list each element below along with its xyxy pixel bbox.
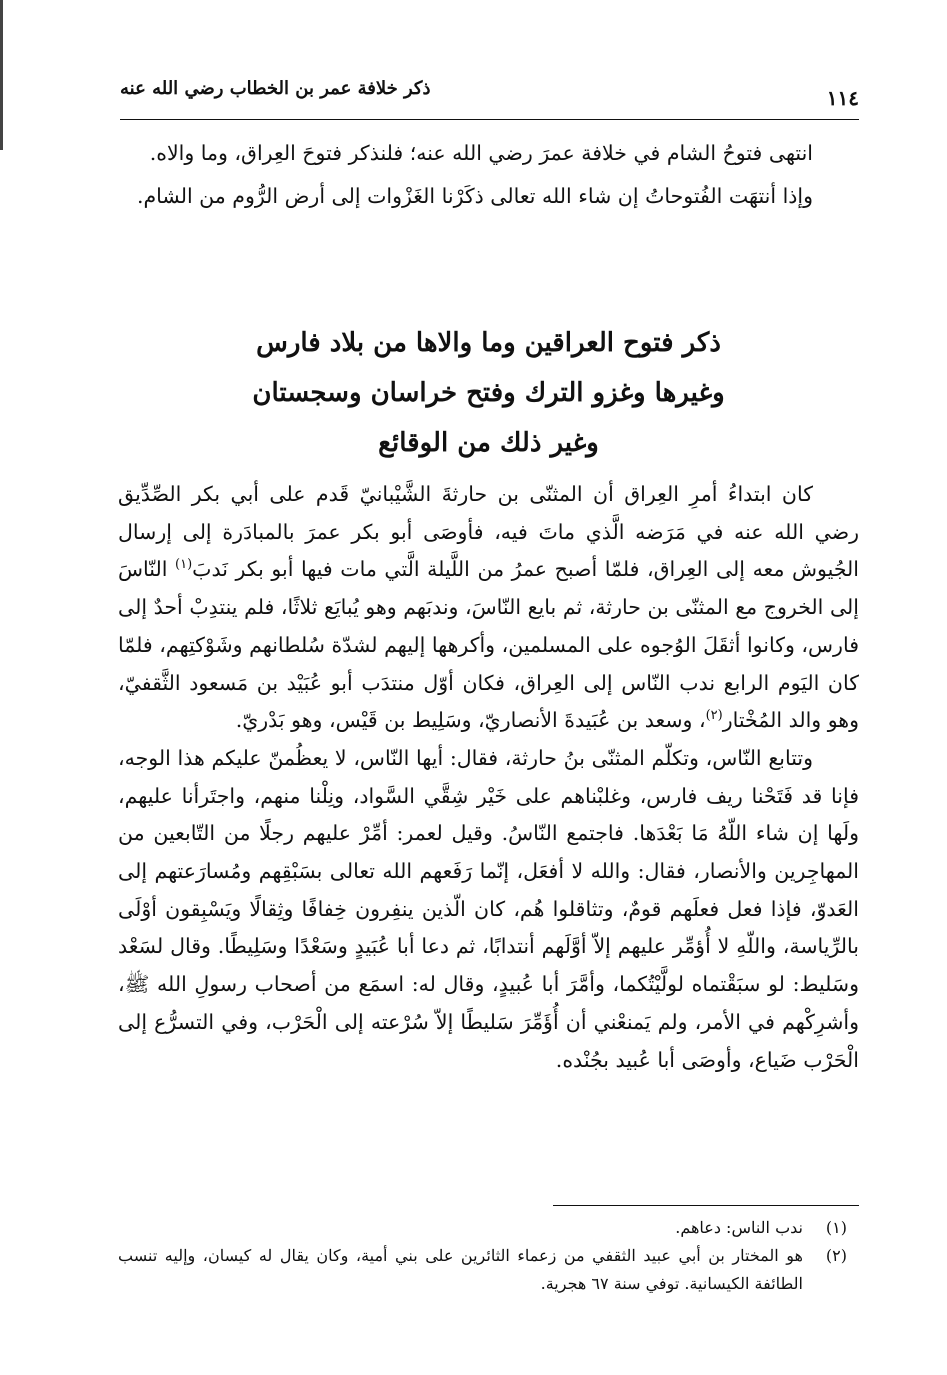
paragraph-text: كان ابتداءُ أمرِ العِراق أن المثنّى بن حارثةَ الشَّيْبانيّ قَدم على أبي بكر الصِّدِّيق رضي الله عنه في مَرَضه الَّذي ماتَ فيه، فأوصَى أبو بكر عمرَ بالمبادَرة إلى إرسال الجُيوش معه إلى العِراق، فلمّا أصبح عمرُ من اللَّيلة الَّتي مات فيها أبو بكر نَدبَ bbox=[118, 482, 859, 582]
main-paragraph-2: وتتابع النّاس، وتكلّم المثنّى بنُ حارثة، فقال: أيها النّاس، لا يعظُمنّ عليكم هذا الوجه، فإنا قد فَتَحْنا ريف فارس، وغلبْناهم على خَيْر شِقَّي السَّواد، ونِلْنا منهم، واجتَرأنا عليهم، ولَها إن شاء اللّهُ مَا بَعْدَها. فاجتمع النّاسُ. وقيل لعمر: أمِّرْ عليهم رجلًا من التّابعين من المهاجِرين والأنصار، فقال: والله لا أفعَل، إنّما رَفَعهم الله تعالى بسَبْقِهم ومُسارَعتهم إلى العَدوّ، فإذا فعل فعلَهم قومٌ، وتثاقلوا هُم، كان الّذين ينفِرون خِفافًا وثِقالًا ويَسْبِقون أوْلَى بالرِّياسة، واللّهِ لا أُؤمِّر عليهم إلاّ أوَّلَهم أنتدابًا، ثم دعا أبا عُبَيدٍ وسَعْدًا وسَلِيطًا. وقال لسَعْد وسَليط: لو سبَقْتماه لولَّيْتُكما، وأمَّرَ أبا عُبيدٍ، وقال له: اسمَع من أصحاب رسولِ الله ﷺ، وأشرِكْهم في الأمر، ولم يَمنعْني أن أُؤَمِّرَ سَليطًا إلاّ سُرْعته إلى الْحَرْب، وفي التسرُّع إلى الْحَرْب ضَياع، وأوصَى أبا عُبيد بجُنْده. bbox=[118, 745, 859, 1072]
footnote-2 bbox=[118, 1242, 847, 1298]
section-heading-line: وغير ذلك من الوقائع bbox=[378, 428, 599, 458]
footnote-number: (٢) bbox=[825, 1246, 847, 1265]
intro-paragraph: وإذا أنتهَت الفُتوحاتُ إن شاء الله تعالى ذكَرْنا الغَزْوات إلى أرض الرُّوم من الشام. bbox=[136, 183, 813, 208]
footnotes bbox=[118, 1214, 847, 1298]
main-text bbox=[118, 476, 859, 1079]
main-paragraph-1 bbox=[118, 476, 859, 740]
page-edge-mark bbox=[0, 0, 3, 150]
intro-paragraph: انتهى فتوحُ الشام في خلافة عمرَ رضي الله عنه؛ فلنذكر فتوحَ العِراق، وما والاه. bbox=[149, 141, 813, 165]
footnote-text: هو المختار بن أبي عبيد الثقفي من زعماء الثائرين على بني أمية، وكان يقال له كيسان، وإليه تنسب الطائفة الكيسانية. توفي سنة ٦٧ هجرية. bbox=[118, 1246, 803, 1293]
footnote-rule bbox=[553, 1205, 859, 1206]
section-heading-line: ذكر فتوح العراقين وما والاها من بلاد فارس bbox=[256, 328, 721, 358]
footnote-1 bbox=[118, 1214, 847, 1242]
footnote-number: (١) bbox=[825, 1218, 847, 1237]
footnote-text: ندب الناس: دعاهم. bbox=[675, 1218, 803, 1237]
footnote-ref-2[interactable]: (٢) bbox=[705, 708, 723, 724]
running-title: ذكر خلافة عمر بن الخطاب رضي الله عنه bbox=[120, 78, 431, 99]
intro-text bbox=[118, 134, 859, 215]
paragraph-text: النّاسَ إلى الخروج مع المثنّى بن حارثة، ثم بايع النّاسَ، وندبَهم وهو يُبايَع ثلاثًا، فلم ينتدِبْ أحدٌ إلى فارس، وكانوا أثقَلَ الوُجوه على المسلمين، وأكرهها إليهم لشدّة سُلطانهم وشَوْكتِهم، فلمّا كان اليَوم الرابع ندب النّاس إلى العِراق، فكان أوّل منتدَب أبو عُبَيْد بن مَسعود الثَّقفيّ، وهو والد المُخْتار bbox=[118, 557, 859, 733]
section-heading-line: وغيرها وغزو الترك وفتح خراسان وسجستان bbox=[252, 378, 725, 408]
page-number: ١١٤ bbox=[826, 86, 859, 110]
section-heading bbox=[118, 318, 859, 468]
page-header bbox=[120, 70, 859, 116]
footnote-ref-1[interactable]: (١) bbox=[175, 557, 193, 573]
header-rule bbox=[120, 119, 859, 120]
paragraph-text: ، وسعد بن عُبَيدةَ الأنصاريّ، وسَلِيط بن قَيْس، وهو بَدْريّ. bbox=[235, 708, 706, 733]
